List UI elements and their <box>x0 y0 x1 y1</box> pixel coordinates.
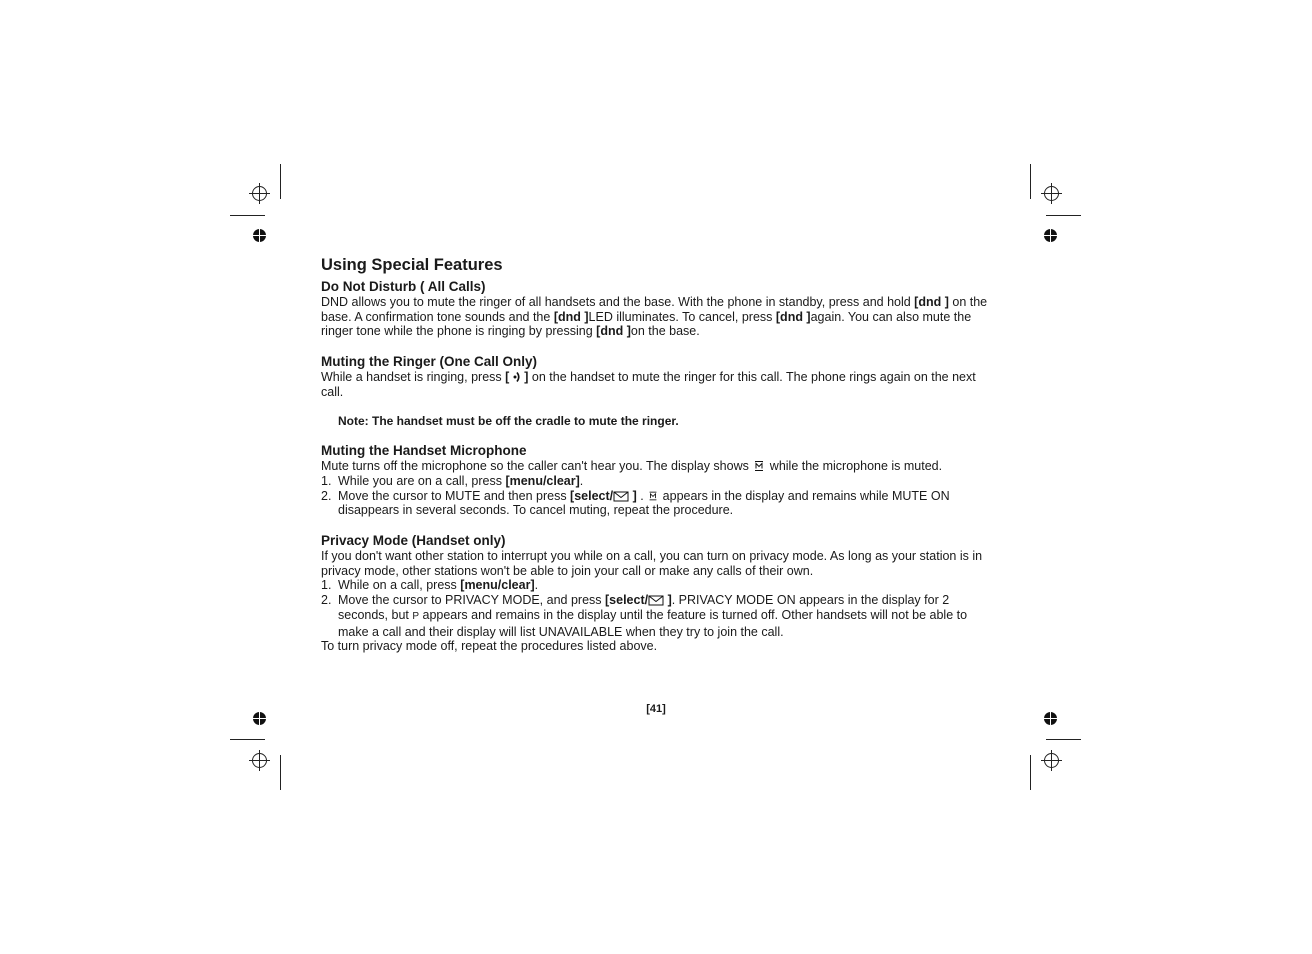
section-heading: Muting the Handset Microphone <box>321 443 527 459</box>
note-text: Note: The handset must be off the cradle to mute the ringer. <box>338 413 679 428</box>
crop-line <box>1030 164 1031 199</box>
list-item: 2. Move the cursor to MUTE and then press [select/ ] . appears in the display and remains while MUTE ON disappears in several seconds. To cancel muting, repeat the procedure. <box>321 488 950 518</box>
crop-line <box>230 739 265 740</box>
crop-line <box>280 755 281 790</box>
page-title: Using Special Features <box>321 256 503 274</box>
list-item: 1. While you are on a call, press [menu/clear]. <box>321 473 584 488</box>
section-body: While a handset is ringing, press [ ] on the handset to mute the ringer for this call. The phone rings again on the next call. <box>321 370 976 399</box>
section-privacy-mode <box>321 533 993 654</box>
section-do-not-disturb <box>321 279 993 339</box>
crop-line <box>1046 215 1081 216</box>
section-body: Mute turns off the microphone so the caller can't hear you. The display shows while the microphone is muted. <box>321 459 943 474</box>
list-item: 1. While on a call, press [menu/clear]. <box>321 578 539 593</box>
registration-mark-icon <box>1041 750 1062 771</box>
steps-list <box>321 474 993 518</box>
crop-line <box>230 215 265 216</box>
section-footer: To turn privacy mode off, repeat the procedures listed above. <box>321 639 658 654</box>
crop-line <box>1030 755 1031 790</box>
section-muting-ringer <box>321 354 993 428</box>
ringer-mute-icon <box>513 371 521 383</box>
section-heading: Do Not Disturb ( All Calls) <box>321 279 486 294</box>
page-content <box>321 255 993 654</box>
envelope-icon <box>648 595 664 606</box>
page-number: [41] <box>646 703 666 715</box>
section-body: DND allows you to mute the ringer of all handsets and the base. With the phone in standby, press and hold [dnd ] on the base. A confirmation tone sounds and the [dnd ]LED illuminates. To cancel, press [dnd ]again. You can also mute the ringer tone while the phone is ringing by pressing [dnd ]on the base. <box>321 295 988 339</box>
envelope-icon <box>613 491 629 502</box>
registration-mark-icon <box>1041 183 1062 204</box>
registration-mark-icon <box>249 183 270 204</box>
mute-icon <box>647 490 659 502</box>
steps-list <box>321 578 993 639</box>
section-body: If you don't want other station to interrupt you while on a call, you can turn on privacy mode. As long as your station is in privacy mode, other stations won't be able to join your call or make any calls of their own. <box>321 549 983 578</box>
mute-icon <box>752 460 766 472</box>
privacy-icon: P <box>412 610 420 622</box>
section-heading: Privacy Mode (Handset only) <box>321 533 506 549</box>
bullseye-mark-icon <box>1044 229 1057 242</box>
bullseye-mark-icon <box>253 229 266 242</box>
registration-mark-icon <box>249 750 270 771</box>
section-heading: Muting the Ringer (One Call Only) <box>321 354 537 370</box>
crop-line <box>1046 739 1081 740</box>
section-muting-microphone <box>321 443 993 518</box>
crop-line <box>280 164 281 199</box>
list-item: 2. Move the cursor to PRIVACY MODE, and press [select/ ]. PRIVACY MODE ON appears in the display for 2 seconds, but P appears and remains in the display until the feature is turned off. Other handsets will not be able to make a call and their display will list UNAVAILABLE when they try to join the call. <box>321 593 968 639</box>
